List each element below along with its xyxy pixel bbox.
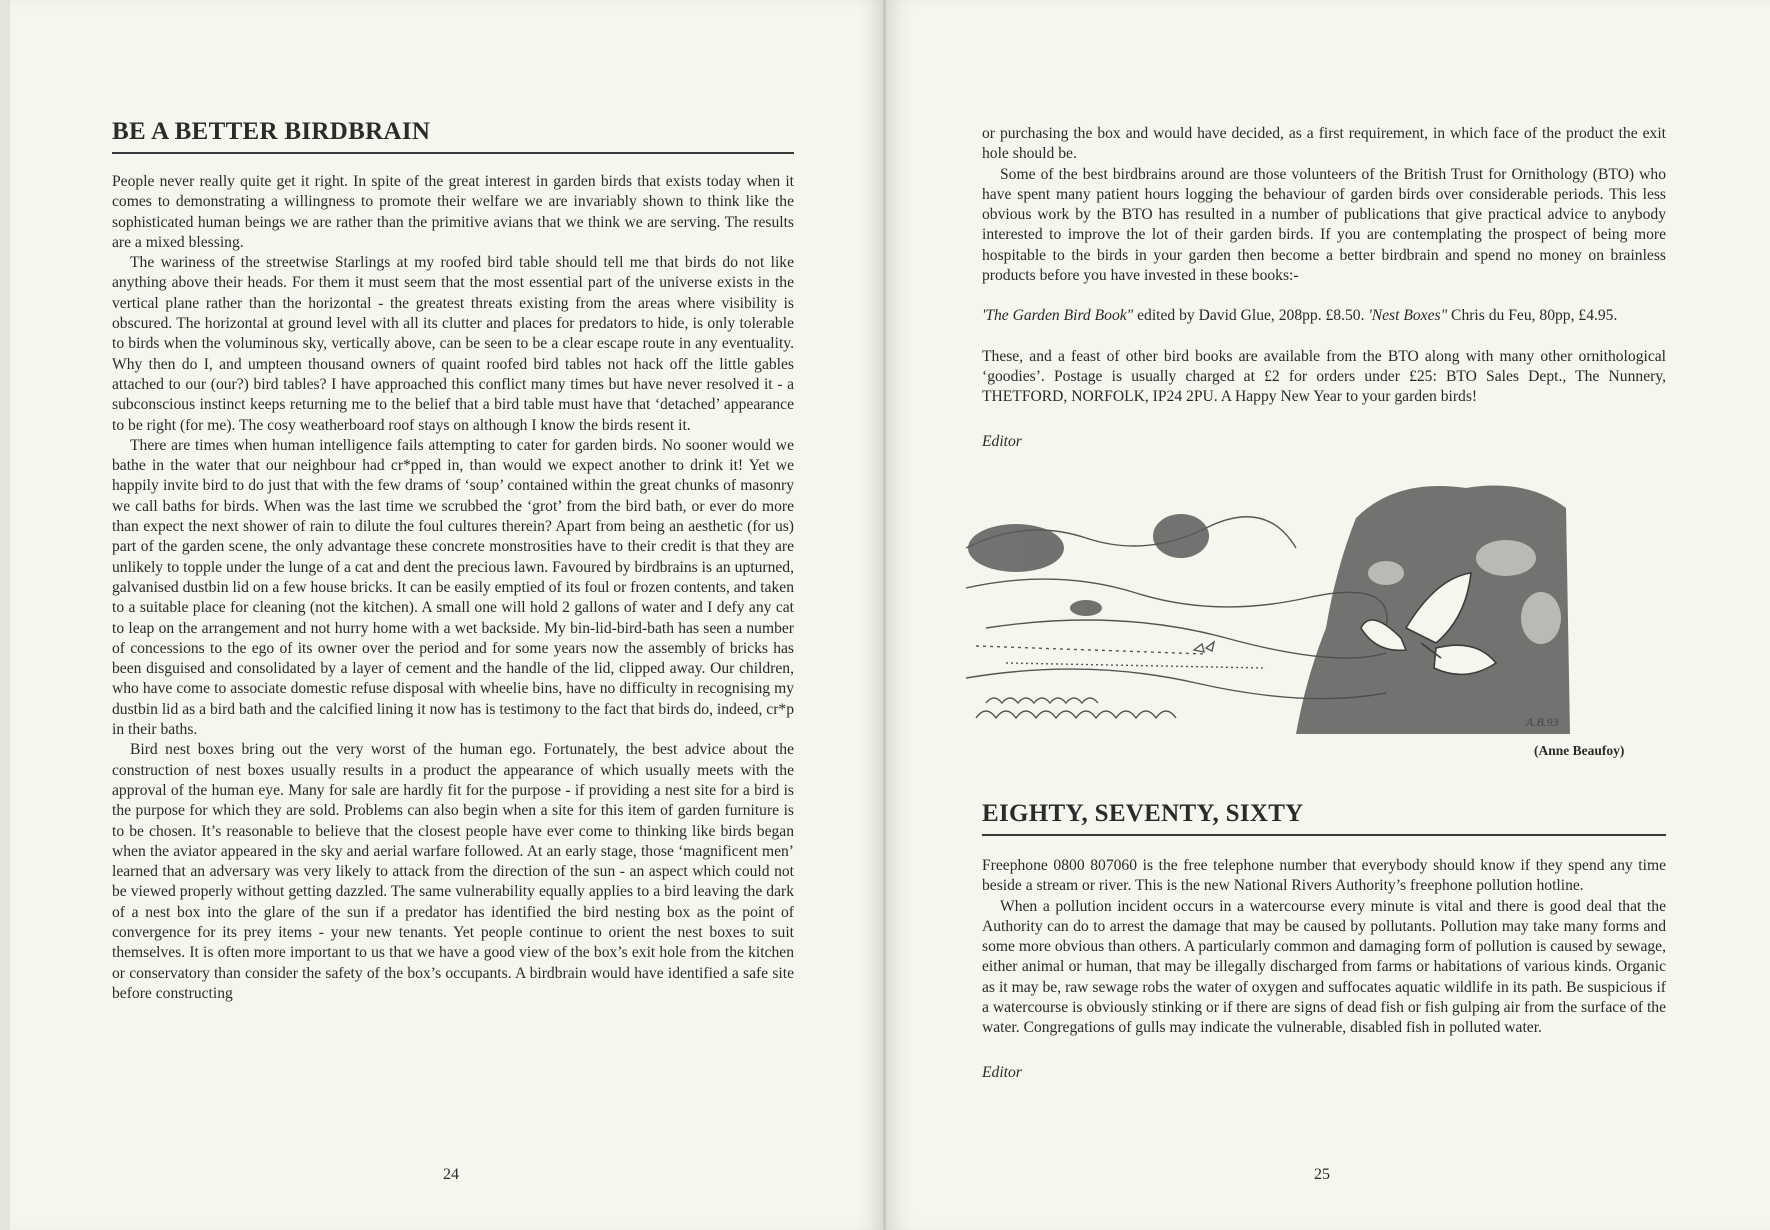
editor-signature: Editor (982, 432, 1022, 450)
book-title: 'Nest Boxes" (1368, 307, 1448, 325)
editor-signature: Editor (982, 1063, 1022, 1081)
paragraph: Bird nest boxes bring out the very worst of the human ego. Fortunately, the best advice about the construction of nest boxes usually results in a product the appearance of which usually meets with the approval of the human eye. Many for sale are hardly fit for the purpose - if providing a nest site for a bird is the purpose for which they are sold. Problems can also begin when a site for this item of garden furniture is to be chosen. It’s reasonable to believe that the closest people have ever come to thinking like birds began when the aviator appeared in the sky and aerial warfare followed. At an early stage, those ‘magnificent men’ learned that an adversary was very likely to attack from the direction of the sun - an aspect which could not be viewed properly without getting dazzled. The same vulnerability equally applies to a bird leaving the dark of a nest box into the glare of the sun if a predator has identified the bird nesting box as the point of convergence for its prey items - your new tenants. Yet people continue to orient the nest boxes to suit themselves. It is often more important to us that we have a good view of the box’s exit hole from the kitchen or conservatory than consider the safety of the box’s occupants. A birdbrain would have identified a safe site before constructing (112, 741, 794, 1002)
paragraph: Freephone 0800 807060 is the free telephone number that everybody should know if they spend any time beside a stream or river. This is the new National Rivers Authority’s freephone pollution hotline. (982, 857, 1666, 895)
book-details: Chris du Feu, 80pp, £4.95. (1447, 307, 1618, 325)
illustration-signature: A.B.93 (1526, 715, 1559, 729)
article-title: BE A BETTER BIRDBRAIN (112, 118, 431, 145)
paragraph: There are times when human intelligence fails attempting to cater for garden birds. No sooner would we bathe in the water that our neighbour had cr*pped in, than would we expect another to drink it! Yet we happily invite bird to do just that with the few drams of ‘soup’ contained within the great chunks of masonry we call baths for birds. When was the last time we scrubbed the ‘grot’ from the bird bath, or ever do more than expect the next shower of rain to dilute the foul cultures therein? Apart from being an aesthetic (for us) part of the garden scene, the only advantage these concrete monstrosities have to their credit is that they are unlikely to topple under the lunge of a cat and dent the precious lawn. Favoured by birdbrains is an upturned, galvanised dustbin lid on a few house bricks. It can be easily emptied of its foul or frozen contents, and taken to a suitable place for cleaning (not the kitchen). A small one will hold 2 gallons of water and I defy any cat to leap on the arrangement and not hurry home with a wet backside. My bin-lid-bird-bath has seen a number of concessions to the ego of its owner over the period and for some years now the assembly of bricks has been disguised and consolidated by a layer of cement and the handle of the lid, clipped away. Our children, who have come to associate domestic refuse disposal with wheelie bins, have no difficulty in recognising my dustbin lid as a bird bath and the calcified lining it now has is testimony to the fact that birds do, indeed, cr*p in their baths. (112, 436, 794, 739)
paragraph: People never really quite get it right. In spite of the great interest in garden birds that exists today when it comes to demonstrating a willingness to promote their welfare we are invariably shown to think like the sophisticated human beings we are rather than the primitive avians that we think we are serving. The results are a mixed blessing. (112, 173, 794, 251)
article-title-2: EIGHTY, SEVENTY, SIXTY (982, 800, 1304, 827)
left-page (0, 0, 884, 1230)
book-details: edited by David Glue, 208pp. £8.50. (1133, 307, 1369, 325)
article-body (112, 172, 794, 1004)
book-list (982, 306, 1666, 326)
paragraph: or purchasing the box and would have decided, as a first requirement, in which face of the product the exit hole should be. (982, 125, 1666, 163)
paragraph: The wariness of the streetwise Starlings at my roofed bird table should tell me that birds do not like anything above their heads. For them it must seem that the most essential part of the universe exists in the vertical plane rather than the horizontal - the greatest threats existing from the areas where visibility is obscured. The horizontal at ground level with all its clutter and places for predators to hide, is only tolerable to birds when the voluminous sky, vertically above, can be seen to be a clear escape route in any eventuality. Why then do I, and umpteen thousand owners of quaint roofed bird tables not hack off the little gables attached to our (our?) bird tables? I have approached this conflict many times but have never resolved it - a subconscious instinct keeps returning me to the belief that a bird table must have that ‘detached’ appearance to be right (for me). The cosy weatherboard roof stays on although I know the birds resent it. (112, 254, 794, 434)
illustration-credit: (Anne Beaufoy) (1534, 743, 1625, 758)
landscape-illustration (966, 478, 1570, 734)
title-rule (112, 152, 794, 154)
article-body-2 (982, 856, 1666, 1083)
paragraph: These, and a feast of other bird books are available from the BTO along with many other ornithological ‘goodies’. Postage is usually charged at £2 for orders under £25: BTO Sales Dept., The Nunnery, THETFORD, NORFOLK, IP24 2PU. A Happy New Year to your garden birds! (982, 347, 1666, 406)
page-edge (0, 0, 10, 1230)
page-number: 24 (443, 1166, 459, 1183)
book-title: 'The Garden Bird Book" (982, 307, 1134, 325)
article-continuation (982, 124, 1666, 452)
page-number: 25 (1314, 1166, 1330, 1183)
title-rule (982, 834, 1666, 836)
paragraph: Some of the best birdbrains around are those volunteers of the British Trust for Ornithology (BTO) who have spent many patient hours logging the behaviour of garden birds over considerable periods. This less obvious work by the BTO has resulted in a number of publications that give practical advice to anybody interested to improve the lot of their garden birds. If you are contemplating the prospect of being more hospitable to the birds in your garden then become a better birdbrain and spend no money on brainless products before you have invested in these books:- (982, 165, 1666, 285)
paragraph: When a pollution incident occurs in a watercourse every minute is vital and there is good deal that the Authority can do to arrest the damage that may be caused by pollutants. Pollution may take many forms and some more obvious than others. A particularly common and damaging form of pollution is caused by sewage, either animal or human, that may be illegally discharged from farms or habitations of various kinds. Organic as it may be, raw sewage robs the water of oxygen and suffocates aquatic wildlife in its path. Be suspicious if a watercourse is obviously stinking or if there are signs of dead fish or fish gulping air from the surface of the water. Congregations of gulls may indicate the vulnerable, disabled fish in polluted water. (982, 897, 1666, 1037)
right-page (886, 0, 1770, 1230)
